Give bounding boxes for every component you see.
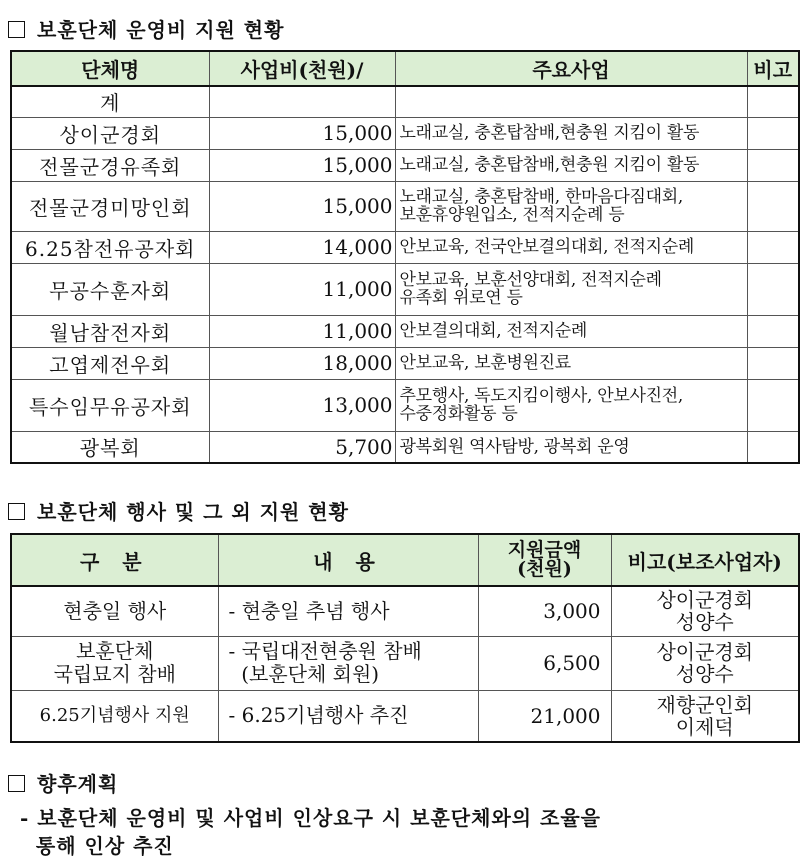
org-name: 상이군경회 (11, 117, 209, 149)
business-desc: 추모행사, 독도지킴이행사, 안보사진전, 수중정화활동 등 (395, 379, 747, 431)
budget-value: 13,000 (209, 379, 395, 431)
org-name: 무공수훈자회 (11, 263, 209, 315)
table-row (11, 636, 799, 690)
budget-value: 5,700 (209, 431, 395, 463)
event-support-table (10, 533, 800, 743)
division-cell: 보훈단체 국립묘지 참배 (11, 636, 218, 690)
section2-title: 보훈단체 행사 및 그 외 지원 현황 (8, 496, 349, 525)
division-cell: 6.25기념행사 지원 (11, 690, 218, 742)
note-cell (747, 431, 799, 463)
note-cell: 상이군경회 성양수 (611, 586, 799, 636)
org-name: 6.25참전유공자회 (11, 231, 209, 263)
budget-value: 18,000 (209, 347, 395, 379)
table-row (11, 586, 799, 636)
business-desc: 안보결의대회, 전적지순례 (395, 315, 747, 347)
table-row (11, 431, 799, 463)
note-cell (747, 263, 799, 315)
note-cell (747, 315, 799, 347)
plan-description: - 보훈단체 운영비 및 사업비 인상요구 시 보훈단체와의 조율을 통해 인상 추진 (20, 806, 602, 858)
table-row (11, 263, 799, 315)
amount-cell: 3,000 (478, 586, 611, 636)
note-cell (747, 117, 799, 149)
org-name: 월남참전자회 (11, 315, 209, 347)
table-header-row (11, 534, 799, 586)
budget-value: 15,000 (209, 181, 395, 231)
table-row (11, 347, 799, 379)
note-cell (747, 347, 799, 379)
org-name: 고엽제전우회 (11, 347, 209, 379)
amount-cell: 6,500 (478, 636, 611, 690)
business-desc: 노래교실, 충혼탑참배,현충원 지킴이 활동 (395, 149, 747, 181)
business-desc: 노래교실, 충혼탑참배, 한마음다짐대회, 보훈휴양원입소, 전적지순례 등 (395, 181, 747, 231)
table-row (11, 690, 799, 742)
budget-value: 14,000 (209, 231, 395, 263)
checkbox-square-icon (8, 775, 25, 792)
budget-value: 11,000 (209, 263, 395, 315)
section1-title: 보훈단체 운영비 지원 현황 (8, 14, 284, 43)
table-row (11, 181, 799, 231)
business-desc: 안보교육, 보훈선양대회, 전적지순례 유족회 위로연 등 (395, 263, 747, 315)
note-cell (747, 231, 799, 263)
budget-value: 15,000 (209, 117, 395, 149)
org-name: 특수임무유공자회 (11, 379, 209, 431)
header-budget: 사업비(천원)/ (209, 51, 395, 86)
business-desc: 광복회원 역사탐방, 광복회 운영 (395, 431, 747, 463)
budget-value (209, 86, 395, 117)
table-row (11, 86, 799, 117)
operating-cost-table (10, 50, 800, 464)
table-row (11, 231, 799, 263)
section3-title: 향후계획 (8, 768, 118, 797)
business-desc: 안보교육, 보훈병원진료 (395, 347, 747, 379)
budget-value: 15,000 (209, 149, 395, 181)
business-desc: 노래교실, 충혼탑참배,현충원 지킴이 활동 (395, 117, 747, 149)
header-note: 비고 (747, 51, 799, 86)
amount-cell: 21,000 (478, 690, 611, 742)
note-cell (747, 181, 799, 231)
note-cell: 상이군경회 성양수 (611, 636, 799, 690)
note-cell (747, 379, 799, 431)
table-row (11, 379, 799, 431)
note-cell: 재향군인회 이제덕 (611, 690, 799, 742)
org-name: 계 (11, 86, 209, 117)
content-cell: - 현충일 추념 행사 (218, 586, 478, 636)
org-name: 전몰군경유족회 (11, 149, 209, 181)
header-division: 구 분 (11, 534, 218, 586)
note-cell (747, 86, 799, 117)
header-amount: 지원금액 (천원) (478, 534, 611, 586)
checkbox-square-icon (8, 503, 25, 520)
content-cell: - 국립대전현충원 참배 (보훈단체 회원) (218, 636, 478, 690)
org-name: 광복회 (11, 431, 209, 463)
header-org: 단체명 (11, 51, 209, 86)
content-cell: - 6.25기념행사 추진 (218, 690, 478, 742)
business-desc (395, 86, 747, 117)
table-row (11, 315, 799, 347)
division-cell: 현충일 행사 (11, 586, 218, 636)
business-desc: 안보교육, 전국안보결의대회, 전적지순례 (395, 231, 747, 263)
table-header-row (11, 51, 799, 86)
note-cell (747, 149, 799, 181)
table-row (11, 117, 799, 149)
header-content: 내 용 (218, 534, 478, 586)
header-note: 비고(보조사업자) (611, 534, 799, 586)
budget-value: 11,000 (209, 315, 395, 347)
header-business: 주요사업 (395, 51, 747, 86)
checkbox-square-icon (8, 21, 25, 38)
table-row (11, 149, 799, 181)
org-name: 전몰군경미망인회 (11, 181, 209, 231)
